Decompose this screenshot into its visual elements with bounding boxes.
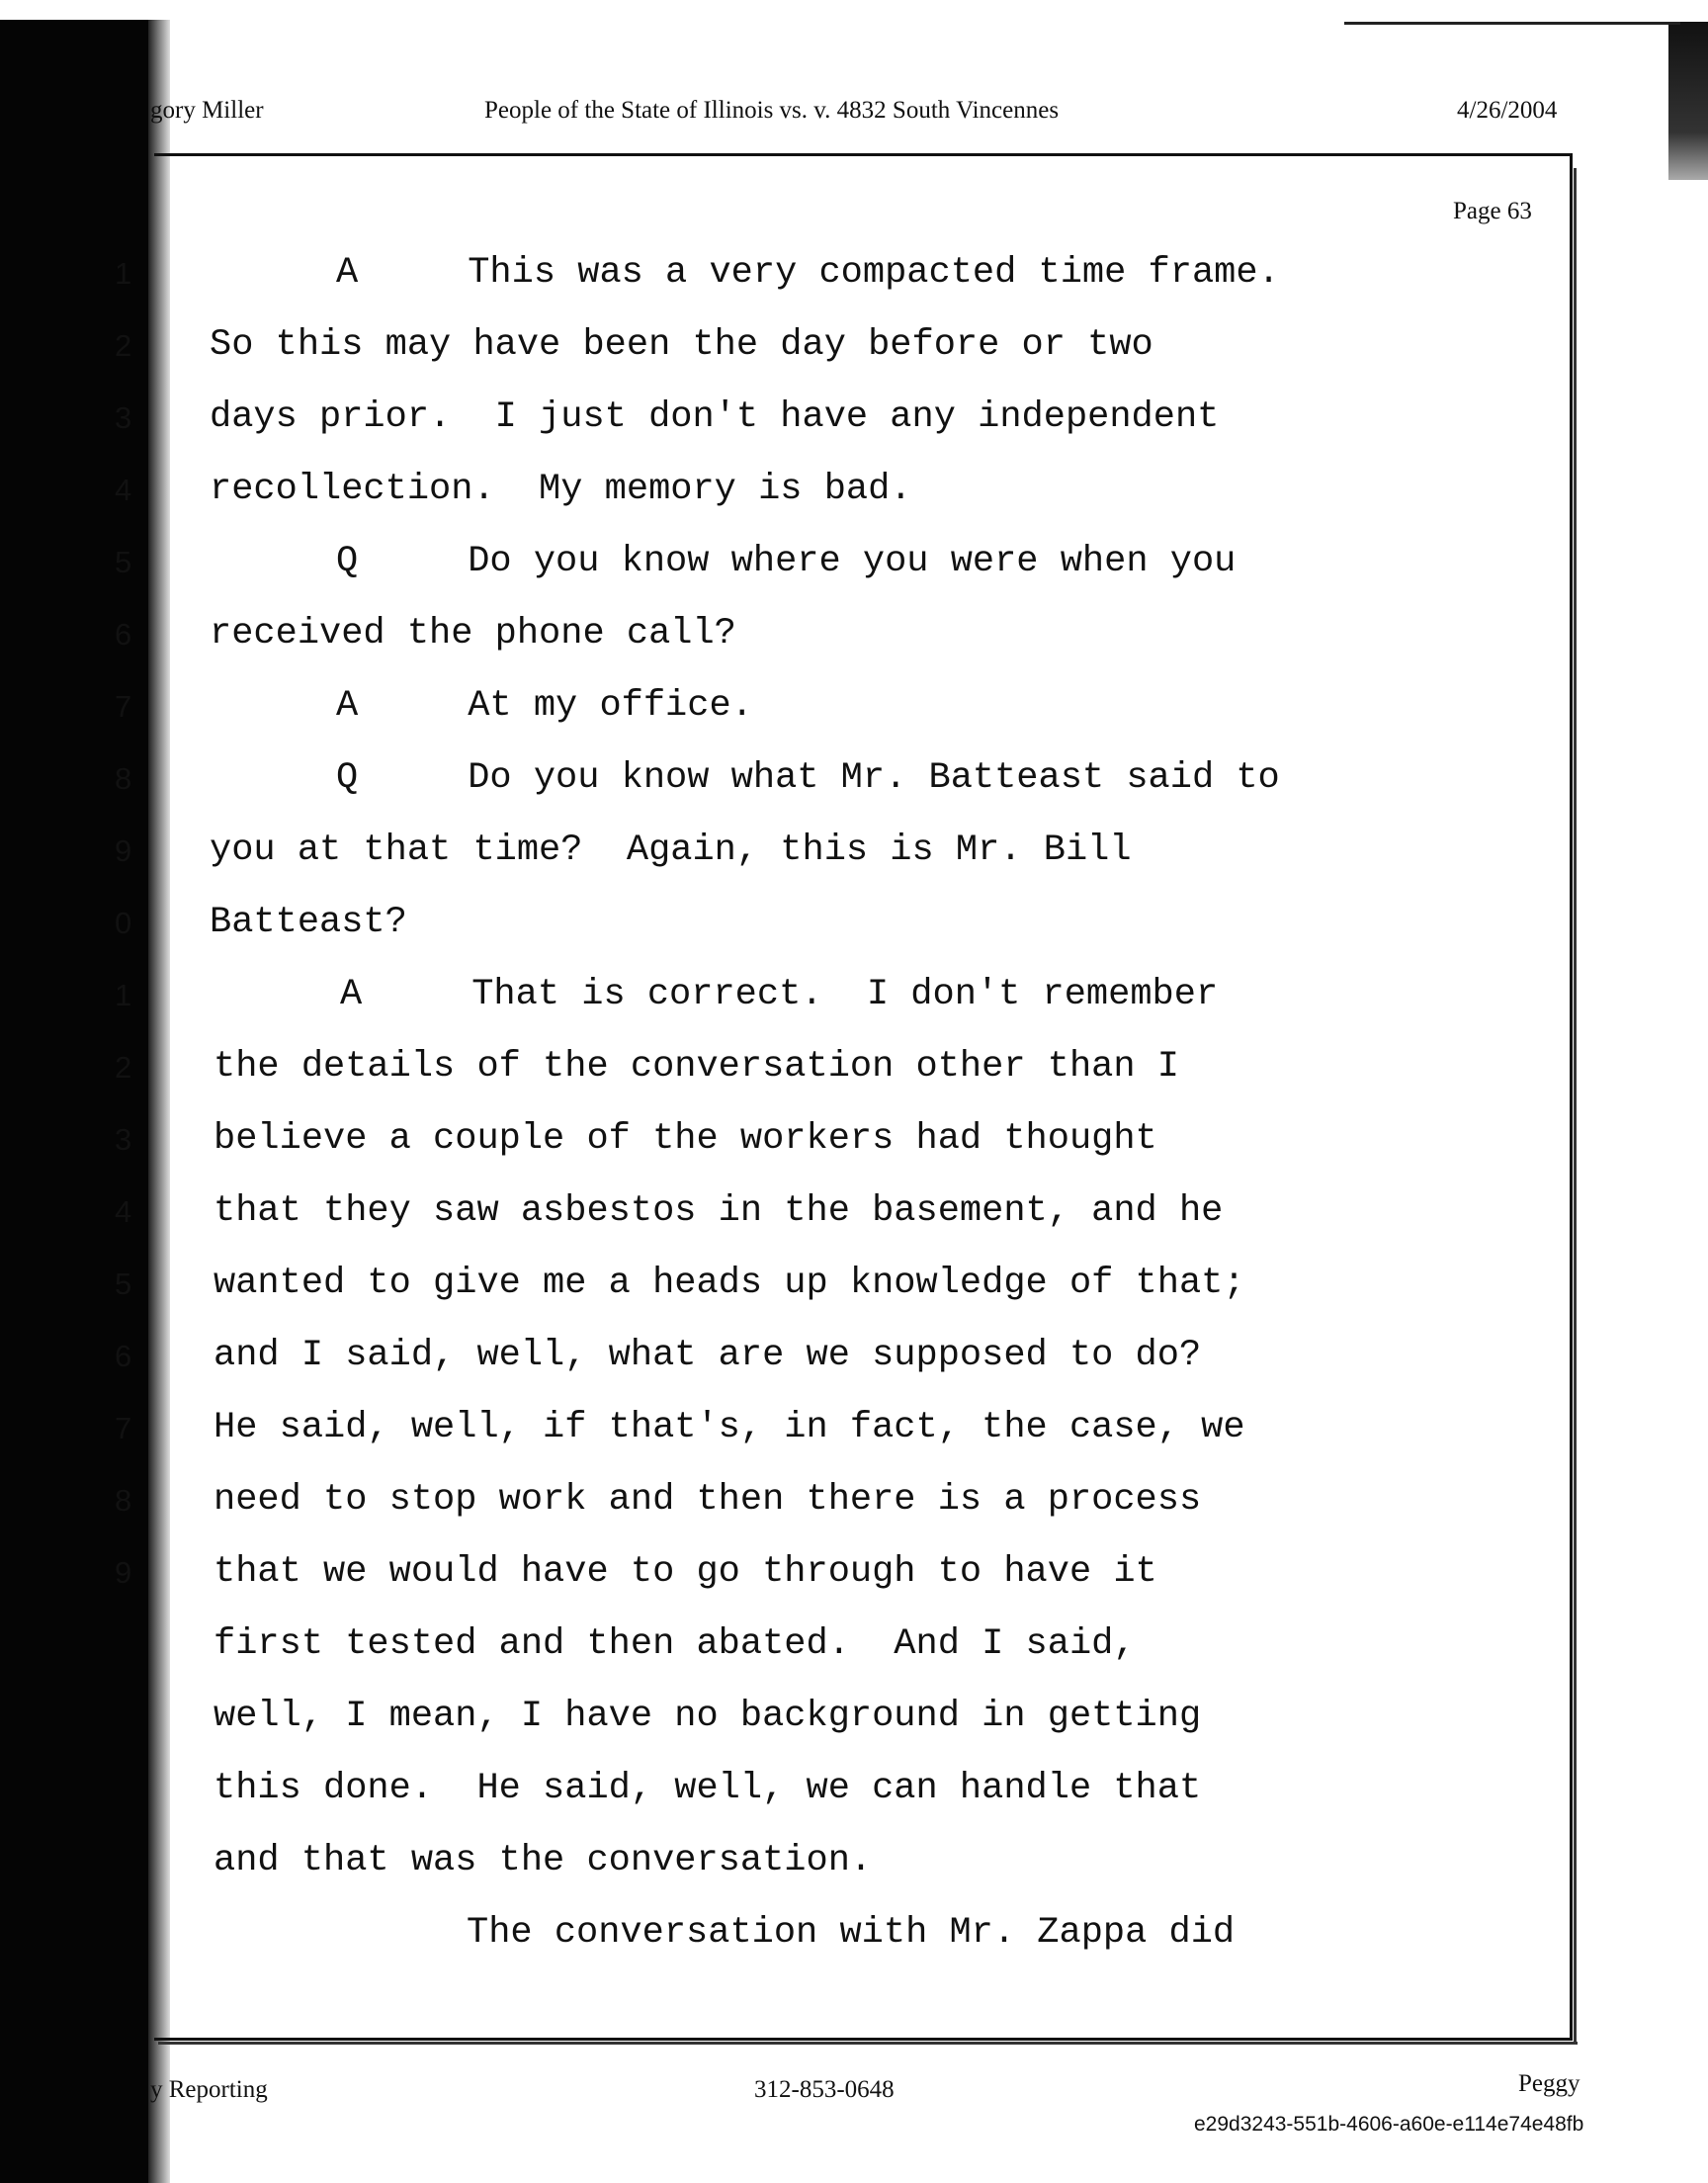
line-number: 3 <box>115 1122 132 1157</box>
transcript-line: He said, well, if that's, in fact, the case, we <box>214 1407 1245 1448</box>
transcript-line: A This was a very compacted time frame. <box>336 252 1280 294</box>
line-number: 8 <box>115 1483 132 1518</box>
footer-reporter-name: Peggy <box>1518 2070 1580 2097</box>
transcript-line: believe a couple of the workers had thought <box>214 1118 1157 1160</box>
line-number: 6 <box>115 1339 132 1373</box>
line-number: 5 <box>115 545 132 579</box>
transcript-line: need to stop work and then there is a process <box>214 1479 1202 1521</box>
transcript-line: A At my office. <box>336 685 753 727</box>
page-number: Page 63 <box>1453 198 1532 224</box>
transcript-line: wanted to give me a heads up knowledge of that; <box>214 1263 1245 1304</box>
line-number: 1 <box>115 978 132 1012</box>
transcript-line: and I said, well, what are we supposed to do? <box>214 1335 1202 1376</box>
line-number: 4 <box>115 1194 132 1229</box>
transcript-line: days prior. I just don't have any independent <box>210 396 1220 438</box>
header-witness-name: gory Miller <box>150 97 264 124</box>
transcript-line: you at that time? Again, this is Mr. Bill <box>210 830 1132 871</box>
frame-shadow-right <box>1574 168 1577 2042</box>
line-number: 5 <box>115 1266 132 1301</box>
header-case-title: People of the State of Illinois vs. v. 4832 South Vincennes <box>484 97 1060 124</box>
transcript-line: recollection. My memory is bad. <box>210 469 912 510</box>
line-number: 8 <box>115 761 132 796</box>
transcript-line: So this may have been the day before or two <box>210 324 1153 366</box>
line-number: 9 <box>115 1555 132 1590</box>
transcript-line: Batteast? <box>210 902 407 943</box>
footer-reporting: y Reporting <box>150 2076 268 2103</box>
line-number: 9 <box>115 833 132 868</box>
transcript-line: received the phone call? <box>210 613 736 655</box>
transcript-line: The conversation with Mr. Zappa did <box>467 1912 1236 1954</box>
line-number: 2 <box>115 328 132 363</box>
line-number: 7 <box>115 1411 132 1445</box>
line-number: 1 <box>115 256 132 291</box>
line-number: 2 <box>115 1050 132 1085</box>
line-number: 4 <box>115 473 132 507</box>
scan-top-right-edge <box>1668 22 1708 180</box>
transcript-line: and that was the conversation. <box>214 1840 873 1881</box>
transcript-line: first tested and then abated. And I said, <box>214 1623 1136 1665</box>
transcript-line: A That is correct. I don't remember <box>340 974 1219 1015</box>
footer-phone: 312-853-0648 <box>754 2076 895 2103</box>
transcript-line: well, I mean, I have no background in getting <box>214 1696 1202 1737</box>
line-number: 0 <box>115 906 132 940</box>
transcript-line: Q Do you know what Mr. Batteast said to <box>336 757 1280 799</box>
transcript-line: that we would have to go through to have it <box>214 1551 1157 1593</box>
document-id: e29d3243-551b-4606-a60e-e114e74e48fb <box>1194 2113 1584 2136</box>
transcript-line: this done. He said, well, we can handle that <box>214 1768 1202 1809</box>
frame-shadow-bottom <box>158 2042 1578 2045</box>
line-number: 7 <box>115 689 132 724</box>
line-number: 3 <box>115 400 132 435</box>
line-number: 6 <box>115 617 132 652</box>
header-date: 4/26/2004 <box>1457 97 1558 124</box>
transcript-line: the details of the conversation other than I <box>214 1046 1179 1088</box>
scan-top-line <box>1344 22 1680 25</box>
transcript-line: that they saw asbestos in the basement, and he <box>214 1190 1224 1232</box>
transcript-line: Q Do you know where you were when you <box>336 541 1237 582</box>
